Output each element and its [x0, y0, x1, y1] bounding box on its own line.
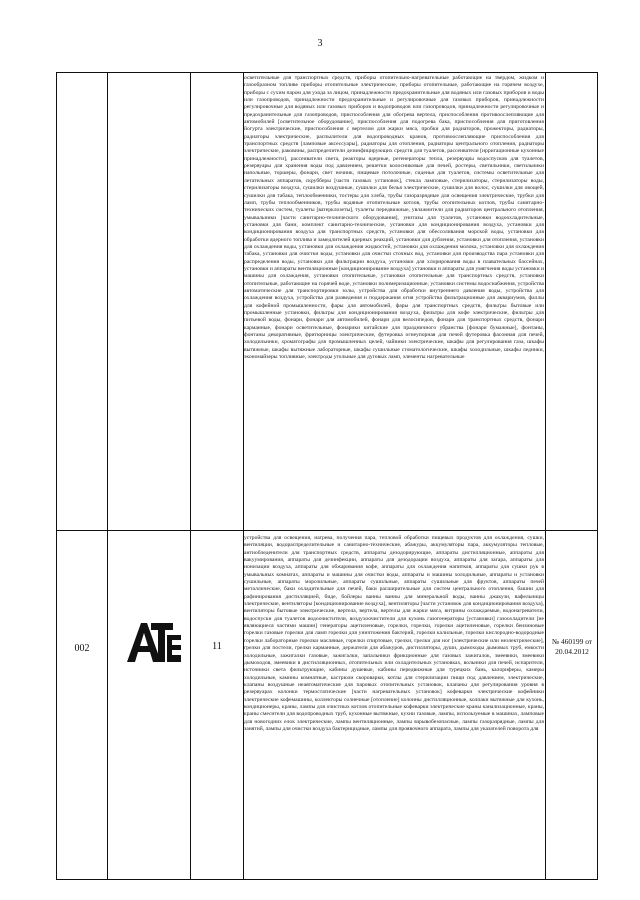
register-table [56, 72, 598, 880]
class-number: 11 [212, 641, 222, 652]
goods-list-cell: устройства для освещения, нагрева, получения пара, тепловой обработки пищевых продуктов для охлаждения, сушки, вентиляции, водораспределительные и санитарно-технические, абажуры, аккумуляторы пара, аккумуляторы тепловые, антиобледенители для транспортных средств, аппараты дезодорирующие, аппараты дистилляционные, аппараты для вакуумирования, аппараты для дезинфекции, аппараты для дезодорации воздуха, аппараты для загара, аппараты для ионизации воздуха, аппараты для обжаривания кофе, аппараты для охлаждения напитков, аппараты для сушки рук в умывальных комнатах, аппараты и машины для очистки воды, аппараты и машины холодильные, аппараты и установки сушильные, аппараты морозильные, аппараты сушильные, аппараты сушильные для фруктов, аппараты печей металлические, баки охладительные для печей, баки расширительные для систем центрального отопления, башни для рафинирования дистилляцией, биде, бойлеры ванны ванны для минеральной воды, ванны джакузи, вафельницы электрические, вентиляторы [кондиционирование воздуха], вентиляторы [части установок для кондиционирования воздуха], вентиляторы бытовые электрические, вертела, вертела, вертелы для жарки мяса, витрины охлаждаемые, водонагреватели, водоспуски для туалетов водоочистители, воздухоочистители для кухонь газогенераторы [установки] газоохладители [не являющиеся частями машин] генераторы ацетиленовые, горелки, горелки, горелки ацетиленовые, горелки бензиновые горелки газовые горелки для ламп горелки для уничтожения бактерий, горелки калильные, горелки кислородно-водородные горелки лабораторные горелки масляные, горелки спиртовые, грелки, грелки для ног [электрические или неэлектрические], грелки для постели, грелки карманные, держатели для абажуров, дистилляторы, души, дымоходы дымовых труб, емкости холодильные, зажигалки газовые, зажигалки, запальники фрикционные для газовых зажигалок, змеевики, змеевики дымоходов, змеевики в дистилляционных, отопительных или охладительных установках, вольники для печей, испарители, источники света фильтрующие, кабины душевые, кабины передвижные для турецких бань, калориферы, камеры холодильные, камины комнатные, кастрюли скороварки, котлы для стерилизации пищи под давлением, электрические, клапаны воздушные неавтоматические для паровых отопительных установок, клапаны для регулирования уровня в резервуарах колонки термостатические [части нагревательных установок] кофеварки электрические кофейники электрические кофемашины, коллекторы солнечные [отопление] колонны дистилляционные, колпаки вытяжные для кухонь, кондиционеры, краны, лампы для очистных котлов отопительные кофеварки электрические краны канализационные, краны, краны смесители для водопроводных труб, кухонные вытяжные, кухни газовые, лампы, используемые в машинах, ламповые для новогодних елок электрические, лампы вентиляционные, лампы взрывобезопасные, лампы газоразрядные, лампы для занятий, лампы для очистки воздуха бактерицидные, лампы для проявочного аппарата, лампы для указателей поворота для [244, 535, 544, 732]
page-number: 3 [317, 38, 323, 49]
goods-list-cell: осветительные для транспортных средств, приборы отопительно-нагревательные работающие на твердом, жидком и газообразном топливе приборы отопительные электрические, приборы отопительные, работающие на горячем воздухе, приборы с сухим паром для ухода за лицом, принадлежности предохранительные для водяных или газовых приборов и воды или газопроводов, принадлежности предохранительные и регулировочные для газовых приборов, принадлежности регулировочные для водяных или газовых приборов и водопроводов или газопроводов, принадлежности регулировочные и предохранительные для газопроводов, приспособления для обогрева вертела, приспособления противоослепляющие для автомобилей [осветительное оборудование], приспособления для подогрева бака, приспособления для приготовления йогурта электрические, приспособления с вертелом для жарки мяса, пробки для радиаторов, прожекторы, радиаторы, радиаторы электрические, распылители для водопроводных кранов, противоослепляющие приспособления для транспортных средств [ламповые аксессуары], радиаторы для отопления, радиаторы центрального отопления, радиаторы электрические, раковины, распределители дезинфицирующих средств для туалетов, рассеиватели [ирригационные кухонные принадлежности], рассеиватели света, реакторы ядерные, регенераторы тепла, резервуары водоспусков для туалетов, резервуары для хранения воды под давлением, решетки колосниковые для печей, ростеры, светильники, светильники напольные, торшеры, фонари, свет ночник, пищевые потолочные, сиденья для туалетов, системы осветительные для летательных аппаратов, скрубберы [части газовых установок], стекла ламповые, стерилизаторы, стерилизаторы воды, стерилизаторы воздуха, сушилки воздушные, сушилки для белья электрические, сушилки для волос, сушилки для овощей, сушилки для табака, теплообменники, тостеры для хлеба, трубы газоразрядные для освещения электрические, трубки для ламп, трубы теплообменников, трубы водяные отопительные котлов, трубы отопительных котлов, трубы санитарно-технических систем, туалеты [ватерклозеты], туалеты передвижные, увлажнители для радиаторов центрального отопления, умывальники [части санитарно-технического оборудования], унитазы для туалетов, установки водоохладительные, установки для бани, комплект санитарно-технические, установки для кондиционирования воздуха, установки для кондиционирования воздуха для транспортных средств, установки для обессоливания морской воды, установки для обработки ядерного топлива и замедлителей ядерных реакций, установки для дубления, установки для отопления, установки для охлаждения воды, установки для охлаждения жидкостей, установки для охлаждения молока, установки для охлаждения табака, установки для очистки воды, установки для очистки сточных вод, установки для производства пара установки для распределения воды, установки для фильтрации воздуха, установки для хлорирования воды в плавательных бассейнах, установки и аппараты вентиляционные [кондиционирование воздуха] установки и аппараты для умягчения воды установки и машины для охлаждения, установки отопительные, установки отопительные для транспортных средств, установки отопительные, работающие на горячей воде, установки полимеризационные, установки системы водоснабжения, устройства автоматические для транспортировки золы, устройства для обработки внутреннего давления воды, устройства для охлаждения воздуха, устройства для разведения и поддержания огня устройства фильтрационные для аквариумов, фаллы для кофейной промышленности, фары для автомобилей, фары для транспортных средств, фильтры бытовые или промышленные установки, фильтры для кондиционирования воздуха, фильтры для кофе электрические, фильтры для питьевой воды, фонари, фонари для автомобилей, фонари для велосипедов, фонари для транспортных средств, фонари карманные, фонари осветительные, фонарики китайские для праздничного убранства [фонари бумажные], фонтаны, фонтаны декоративные, фритюрницы электрические, футеровка огнеупорная для печей футеровка фасонная для печей, холодильники, хроматографы для промышленных целей, чайники электрические, шкафы для регулирования газа, шкафы вытяжные, шкафы вытяжные лабораторные, шкафы сушильные стоматологические, шкафы холодильные, шкафы ледники, экономайзеры топливные, электроды угольные для дуговых ламп, элементы нагревательные [244, 75, 544, 361]
registration-number: № 460199 от 20.04.2012 [551, 637, 593, 656]
row-divider [57, 530, 597, 531]
trademark-logo [125, 621, 185, 663]
column-divider [545, 73, 546, 879]
column-divider [190, 73, 191, 879]
column-divider [107, 73, 108, 879]
record-number: 002 [74, 643, 90, 654]
